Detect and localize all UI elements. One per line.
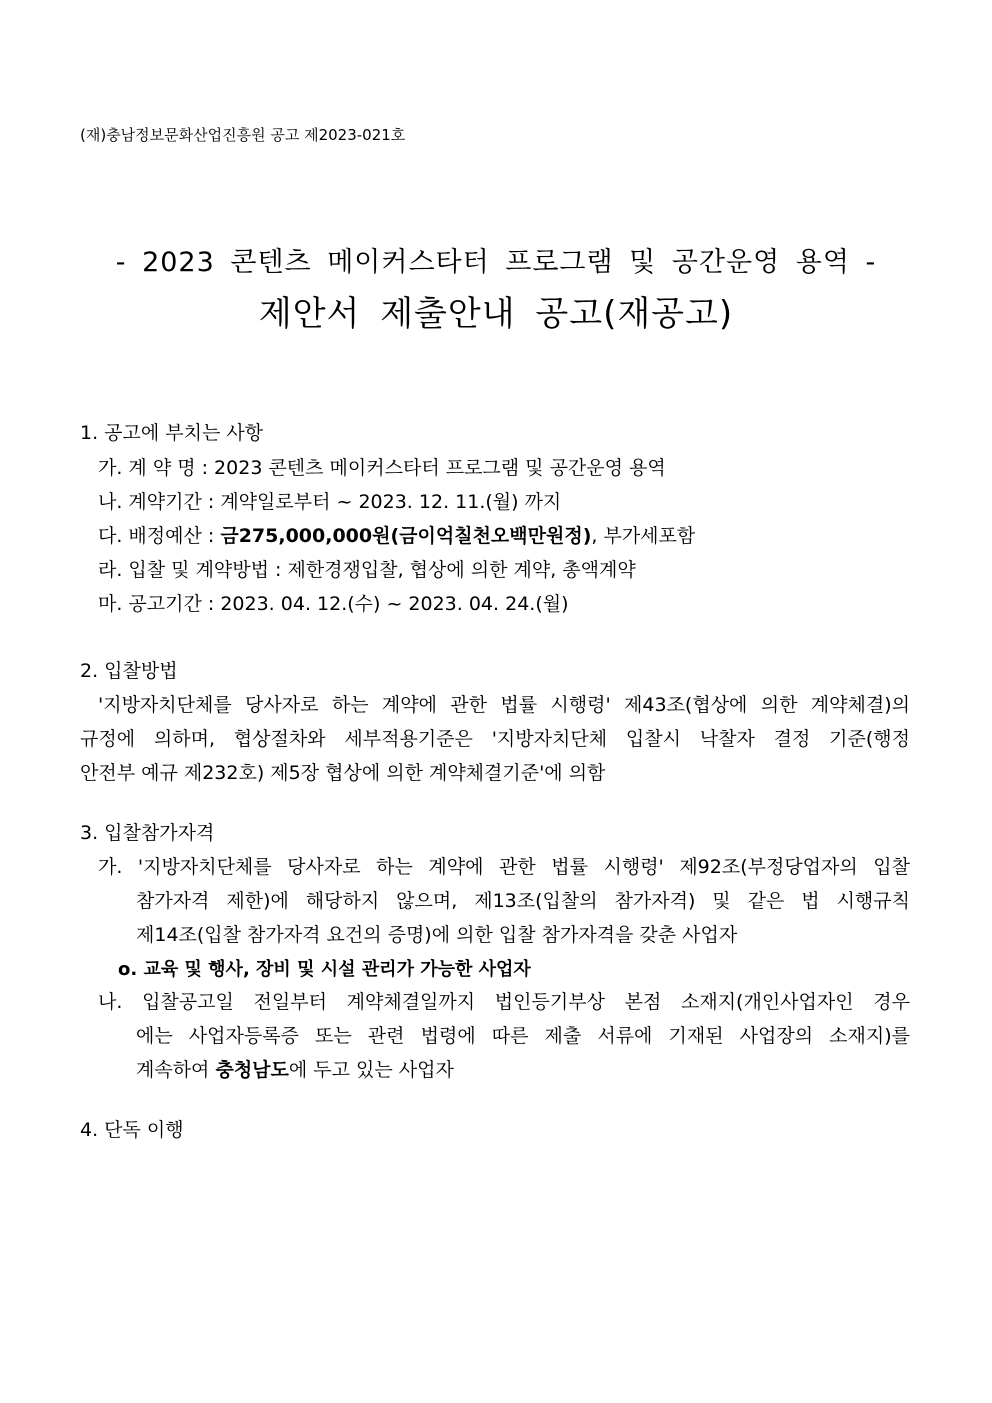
section2-line-1: '지방자치단체를 당사자로 하는 계약에 관한 법률 시행령' 제43조(협상에 의한 계약체결)의	[98, 694, 910, 716]
section3-heading: 3. 입찰참가자격	[80, 822, 215, 844]
section2-line-3: 안전부 예규 제232호) 제5장 협상에 의한 계약체결기준'에 의함	[80, 762, 606, 784]
na-line3-suffix: 에 두고 있는 사업자	[288, 1059, 454, 1081]
section2-line-2: 규정에 의하며, 협상절차와 세부적용기준은 '지방자치단체 입찰시 낙찰자 결정 기준(행정	[80, 728, 910, 750]
section1-item-ga: 가. 계 약 명 : 2023 콘텐츠 메이커스타터 프로그램 및 공간운영 용역	[98, 457, 666, 479]
section3-na-line-2: 에는 사업자등록증 또는 관련 법령에 따른 제출 서류에 기재된 사업장의 소재지)를	[136, 1025, 910, 1047]
budget-amount: 금275,000,000원(금이억칠천오백만원정)	[220, 525, 592, 547]
na-line3-prefix: 계속하여	[136, 1059, 216, 1081]
document-title: 제안서 제출안내 공고(재공고)	[258, 294, 734, 334]
section1-item-da	[98, 524, 695, 548]
region-name: 충청남도	[215, 1059, 289, 1081]
budget-label: 다. 배정예산 :	[98, 525, 221, 547]
section3-ga-line-3: 제14조(입찰 참가자격 요건의 증명)에 의한 입찰 참가자격을 갖춘 사업자	[136, 924, 738, 946]
section1-item-na: 나. 계약기간 : 계약일로부터 ~ 2023. 12. 11.(월) 까지	[98, 491, 562, 513]
section3-bullet: o. 교육 및 행사, 장비 및 시설 관리가 가능한 사업자	[118, 959, 531, 980]
section3-na-line-1: 나. 입찰공고일 전일부터 계약체결일까지 법인등기부상 본점 소재지(개인사업자인 경우	[98, 991, 910, 1013]
section1-item-ma: 마. 공고기간 : 2023. 04. 12.(수) ~ 2023. 04. 24.(월)	[98, 593, 569, 615]
section1-heading: 1. 공고에 부치는 사항	[80, 422, 264, 444]
notice-number: (재)충남정보문화산업진흥원 공고 제2023-021호	[80, 126, 406, 144]
document-subtitle: - 2023 콘텐츠 메이커스타터 프로그램 및 공간운영 용역 -	[115, 247, 877, 278]
budget-vat-note: , 부가세포함	[591, 525, 696, 547]
section2-heading: 2. 입찰방법	[80, 660, 178, 682]
section3-ga-line-2: 참가자격 제한)에 해당하지 않으며, 제13조(입찰의 참가자격) 및 같은 법 시행규칙	[136, 890, 910, 912]
section4-heading: 4. 단독 이행	[80, 1119, 184, 1141]
section3-ga-line-1: 가. '지방자치단체를 당사자로 하는 계약에 관한 법률 시행령' 제92조(부정당업자의 입찰	[98, 856, 910, 878]
section3-na-line-3	[136, 1058, 454, 1082]
section1-item-ra: 라. 입찰 및 계약방법 : 제한경쟁입찰, 협상에 의한 계약, 총액계약	[98, 559, 636, 581]
